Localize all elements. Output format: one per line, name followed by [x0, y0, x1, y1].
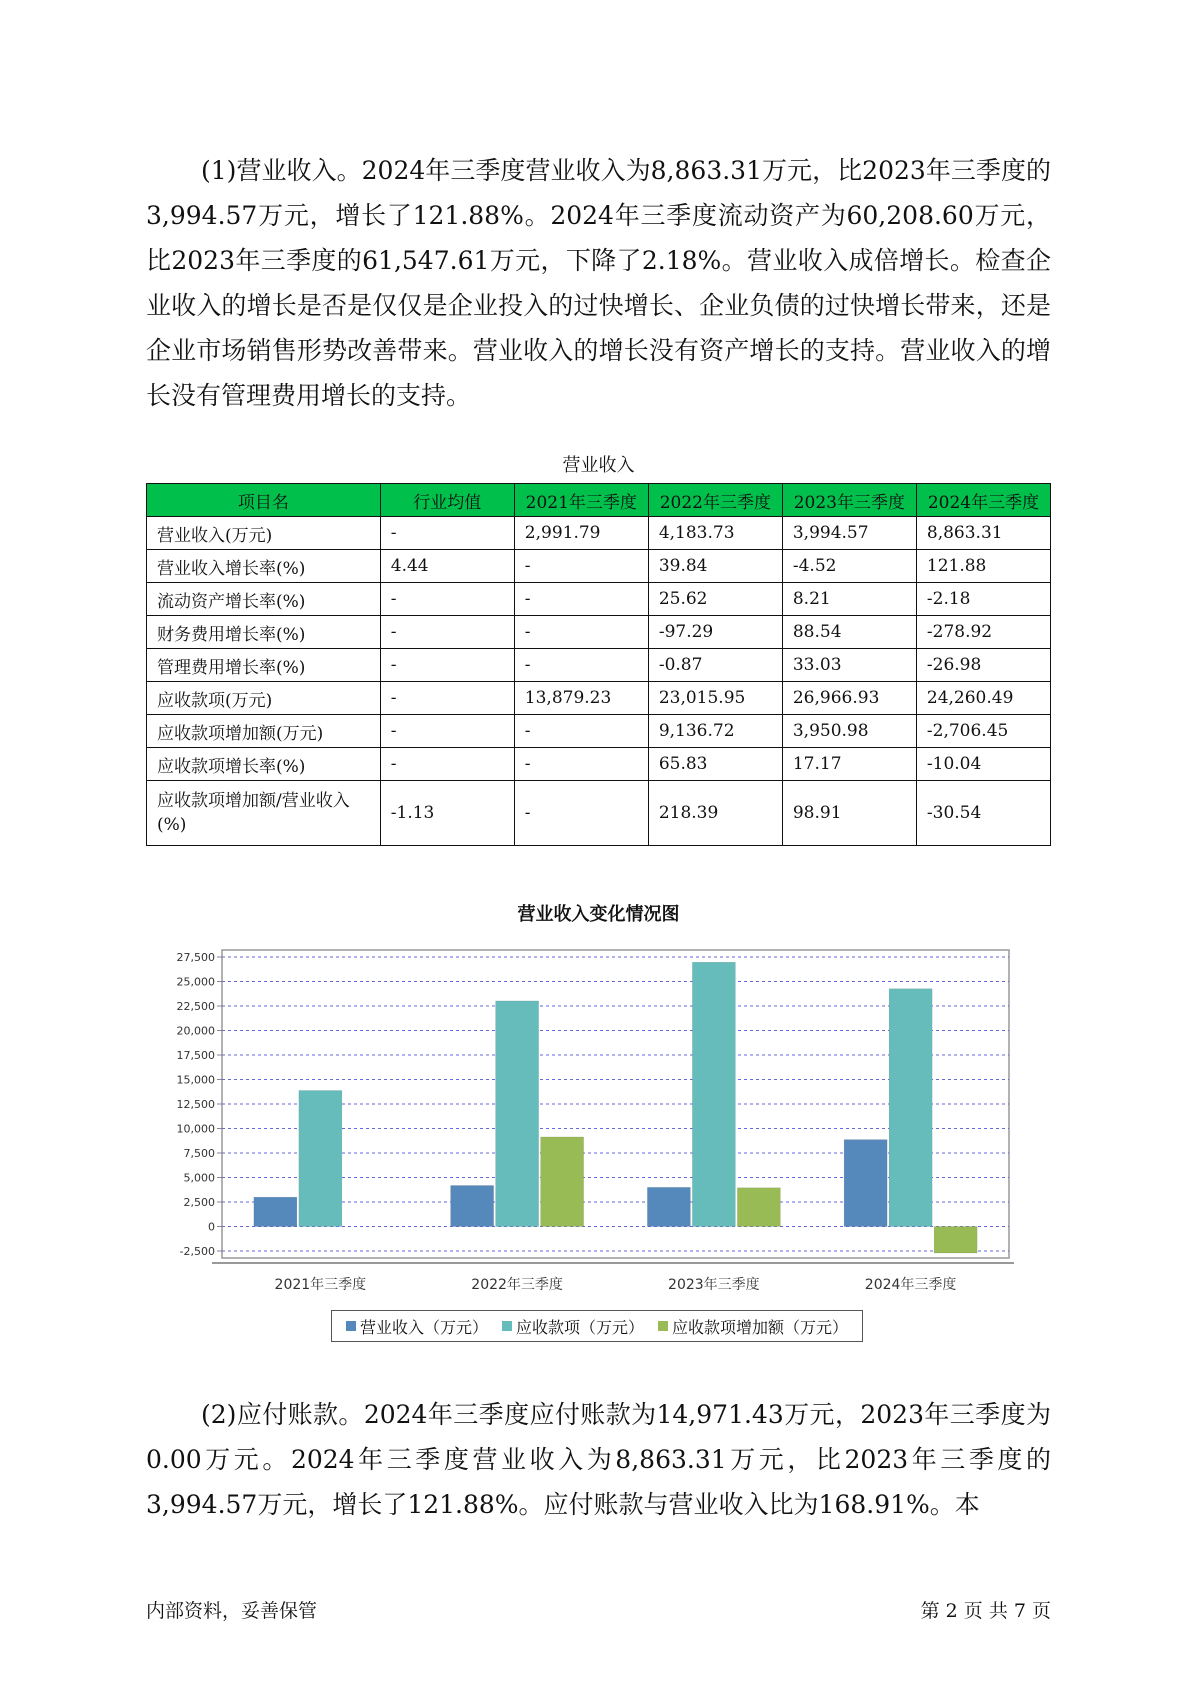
bar	[254, 1197, 297, 1226]
y-tick-label: 7,500	[183, 1147, 215, 1160]
table-header-cell: 2024年三季度	[916, 484, 1050, 517]
table-cell: 9,136.72	[648, 715, 782, 748]
legend-label: 应收款项（万元）	[515, 1317, 644, 1337]
table-cell: 应收款项增加额/营业收入(%)	[147, 781, 381, 846]
table-cell: -	[380, 616, 514, 649]
table-cell: -	[380, 715, 514, 748]
table-cell: -	[380, 517, 514, 550]
revenue-bar-chart	[146, 935, 1051, 1295]
y-tick-label: 0	[208, 1220, 215, 1234]
y-tick-label: 27,500	[176, 951, 215, 964]
table-cell: -30.54	[916, 781, 1050, 846]
chart-legend	[331, 1310, 863, 1342]
footer-page-number: 第 2 页 共 7 页	[920, 1600, 1051, 1622]
legend-swatch	[346, 1321, 356, 1331]
table-cell: 应收款项增长率(%)	[147, 748, 381, 781]
table-cell: -97.29	[648, 616, 782, 649]
x-tick-label: 2024年三季度	[864, 1277, 957, 1293]
y-tick-label: 20,000	[176, 1024, 215, 1038]
bar	[844, 1140, 887, 1227]
footer-confidential-note: 内部资料，妥善保管	[146, 1600, 318, 1622]
table-cell: 25.62	[648, 583, 782, 616]
table-cell: 218.39	[648, 781, 782, 846]
bar	[451, 1185, 494, 1226]
x-tick-label: 2021年三季度	[274, 1277, 367, 1293]
y-tick-label: -2,500	[179, 1245, 215, 1258]
legend-item	[658, 1315, 848, 1338]
table-cell: 26,966.93	[782, 682, 916, 715]
table-cell: -	[514, 550, 648, 583]
table-row	[147, 781, 1051, 846]
table-row	[147, 583, 1051, 616]
table-cell: 4,183.73	[648, 517, 782, 550]
bar	[647, 1187, 690, 1226]
table-cell: 管理费用增长率(%)	[147, 649, 381, 682]
table-cell: -2,706.45	[916, 715, 1050, 748]
bar	[692, 962, 735, 1226]
table-cell: 65.83	[648, 748, 782, 781]
table-cell: -1.13	[380, 781, 514, 846]
bar	[299, 1090, 342, 1226]
table-row	[147, 649, 1051, 682]
table-cell: -4.52	[782, 550, 916, 583]
table-cell: 13,879.23	[514, 682, 648, 715]
table-cell: 营业收入(万元)	[147, 517, 381, 550]
table-cell: -278.92	[916, 616, 1050, 649]
table-cell: 3,950.98	[782, 715, 916, 748]
table-cell: 23,015.95	[648, 682, 782, 715]
table-cell: 33.03	[782, 649, 916, 682]
table-cell: 88.54	[782, 616, 916, 649]
table-row	[147, 682, 1051, 715]
y-tick-label: 15,000	[176, 1073, 215, 1087]
table-cell: -	[514, 583, 648, 616]
table-cell: -	[514, 748, 648, 781]
x-tick-label: 2022年三季度	[471, 1277, 563, 1293]
bar	[737, 1188, 780, 1227]
table-cell: 应收款项增加额(万元)	[147, 715, 381, 748]
table-row	[147, 550, 1051, 583]
table-cell: 121.88	[916, 550, 1050, 583]
table-cell: 4.44	[380, 550, 514, 583]
chart-title: 营业收入变化情况图	[517, 904, 680, 925]
legend-label: 应收款项增加额（万元）	[672, 1317, 849, 1337]
table-cell: -26.98	[916, 649, 1050, 682]
bar	[496, 1001, 539, 1227]
table-cell: 39.84	[648, 550, 782, 583]
table-cell: -	[514, 781, 648, 846]
legend-swatch	[502, 1321, 512, 1331]
table-cell: -0.87	[648, 649, 782, 682]
bar	[934, 1227, 977, 1254]
paragraph-payables: (2)应付账款。2024年三季度应付账款为14,971.43万元，2023年三季度为0.00万元。2024年三季度营业收入为8,863.31万元，比2023年三季度的3,994.57万元，增长了121.88%。应付账款与营业收入比为168.91%。本	[146, 1400, 1051, 1519]
table-row	[147, 616, 1051, 649]
table-row	[147, 517, 1051, 550]
table-header-row	[147, 484, 1051, 517]
bar	[889, 989, 932, 1227]
table-cell: -	[380, 682, 514, 715]
table-header-cell: 行业均值	[380, 484, 514, 517]
table-cell: -	[514, 616, 648, 649]
table-cell: -	[380, 748, 514, 781]
table-header-cell: 2021年三季度	[514, 484, 648, 517]
table-cell: 财务费用增长率(%)	[147, 616, 381, 649]
table-cell: 17.17	[782, 748, 916, 781]
y-tick-label: 10,000	[176, 1122, 215, 1136]
bar	[541, 1137, 584, 1227]
table-header-cell: 项目名	[147, 484, 381, 517]
x-tick-label: 2023年三季度	[668, 1277, 760, 1293]
table-cell: -10.04	[916, 748, 1050, 781]
legend-label: 营业收入（万元）	[359, 1317, 488, 1337]
table-cell: 8.21	[782, 583, 916, 616]
y-tick-label: 25,000	[176, 975, 215, 989]
legend-item	[346, 1315, 488, 1338]
table-cell: 流动资产增长率(%)	[147, 583, 381, 616]
table-caption: 营业收入	[562, 455, 635, 476]
y-tick-label: 12,500	[176, 1098, 215, 1111]
table-cell: -	[514, 649, 648, 682]
revenue-table	[146, 483, 1051, 846]
y-tick-label: 2,500	[183, 1196, 215, 1209]
table-cell: 3,994.57	[782, 517, 916, 550]
table-cell: 2,991.79	[514, 517, 648, 550]
table-row	[147, 748, 1051, 781]
table-cell: -	[514, 715, 648, 748]
legend-swatch	[658, 1321, 668, 1331]
table-cell: 营业收入增长率(%)	[147, 550, 381, 583]
table-cell: 8,863.31	[916, 517, 1050, 550]
table-cell: 24,260.49	[916, 682, 1050, 715]
table-cell: 98.91	[782, 781, 916, 846]
y-tick-label: 5,000	[183, 1171, 215, 1185]
table-row	[147, 715, 1051, 748]
legend-item	[502, 1315, 644, 1338]
table-header-cell: 2023年三季度	[782, 484, 916, 517]
paragraph-revenue: (1)营业收入。2024年三季度营业收入为8,863.31万元，比2023年三季度的3,994.57万元，增长了121.88%。2024年三季度流动资产为60,208.60万元，比2023年三季度的61,547.61万元，下降了2.18%。营业收入成倍增长。检查企业收入的增长是否是仅仅是企业投入的过快增长、企业负债的过快增长带来，还是企业市场销售形势改善带来。营业收入的增长没有资产增长的支持。营业收入的增长没有管理费用增长的支持。	[146, 156, 1051, 410]
table-cell: -	[380, 649, 514, 682]
table-header-cell: 2022年三季度	[648, 484, 782, 517]
table-cell: -	[380, 583, 514, 616]
y-tick-label: 17,500	[176, 1049, 215, 1062]
table-cell: 应收款项(万元)	[147, 682, 381, 715]
table-cell: -2.18	[916, 583, 1050, 616]
y-tick-label: 22,500	[176, 1000, 215, 1013]
